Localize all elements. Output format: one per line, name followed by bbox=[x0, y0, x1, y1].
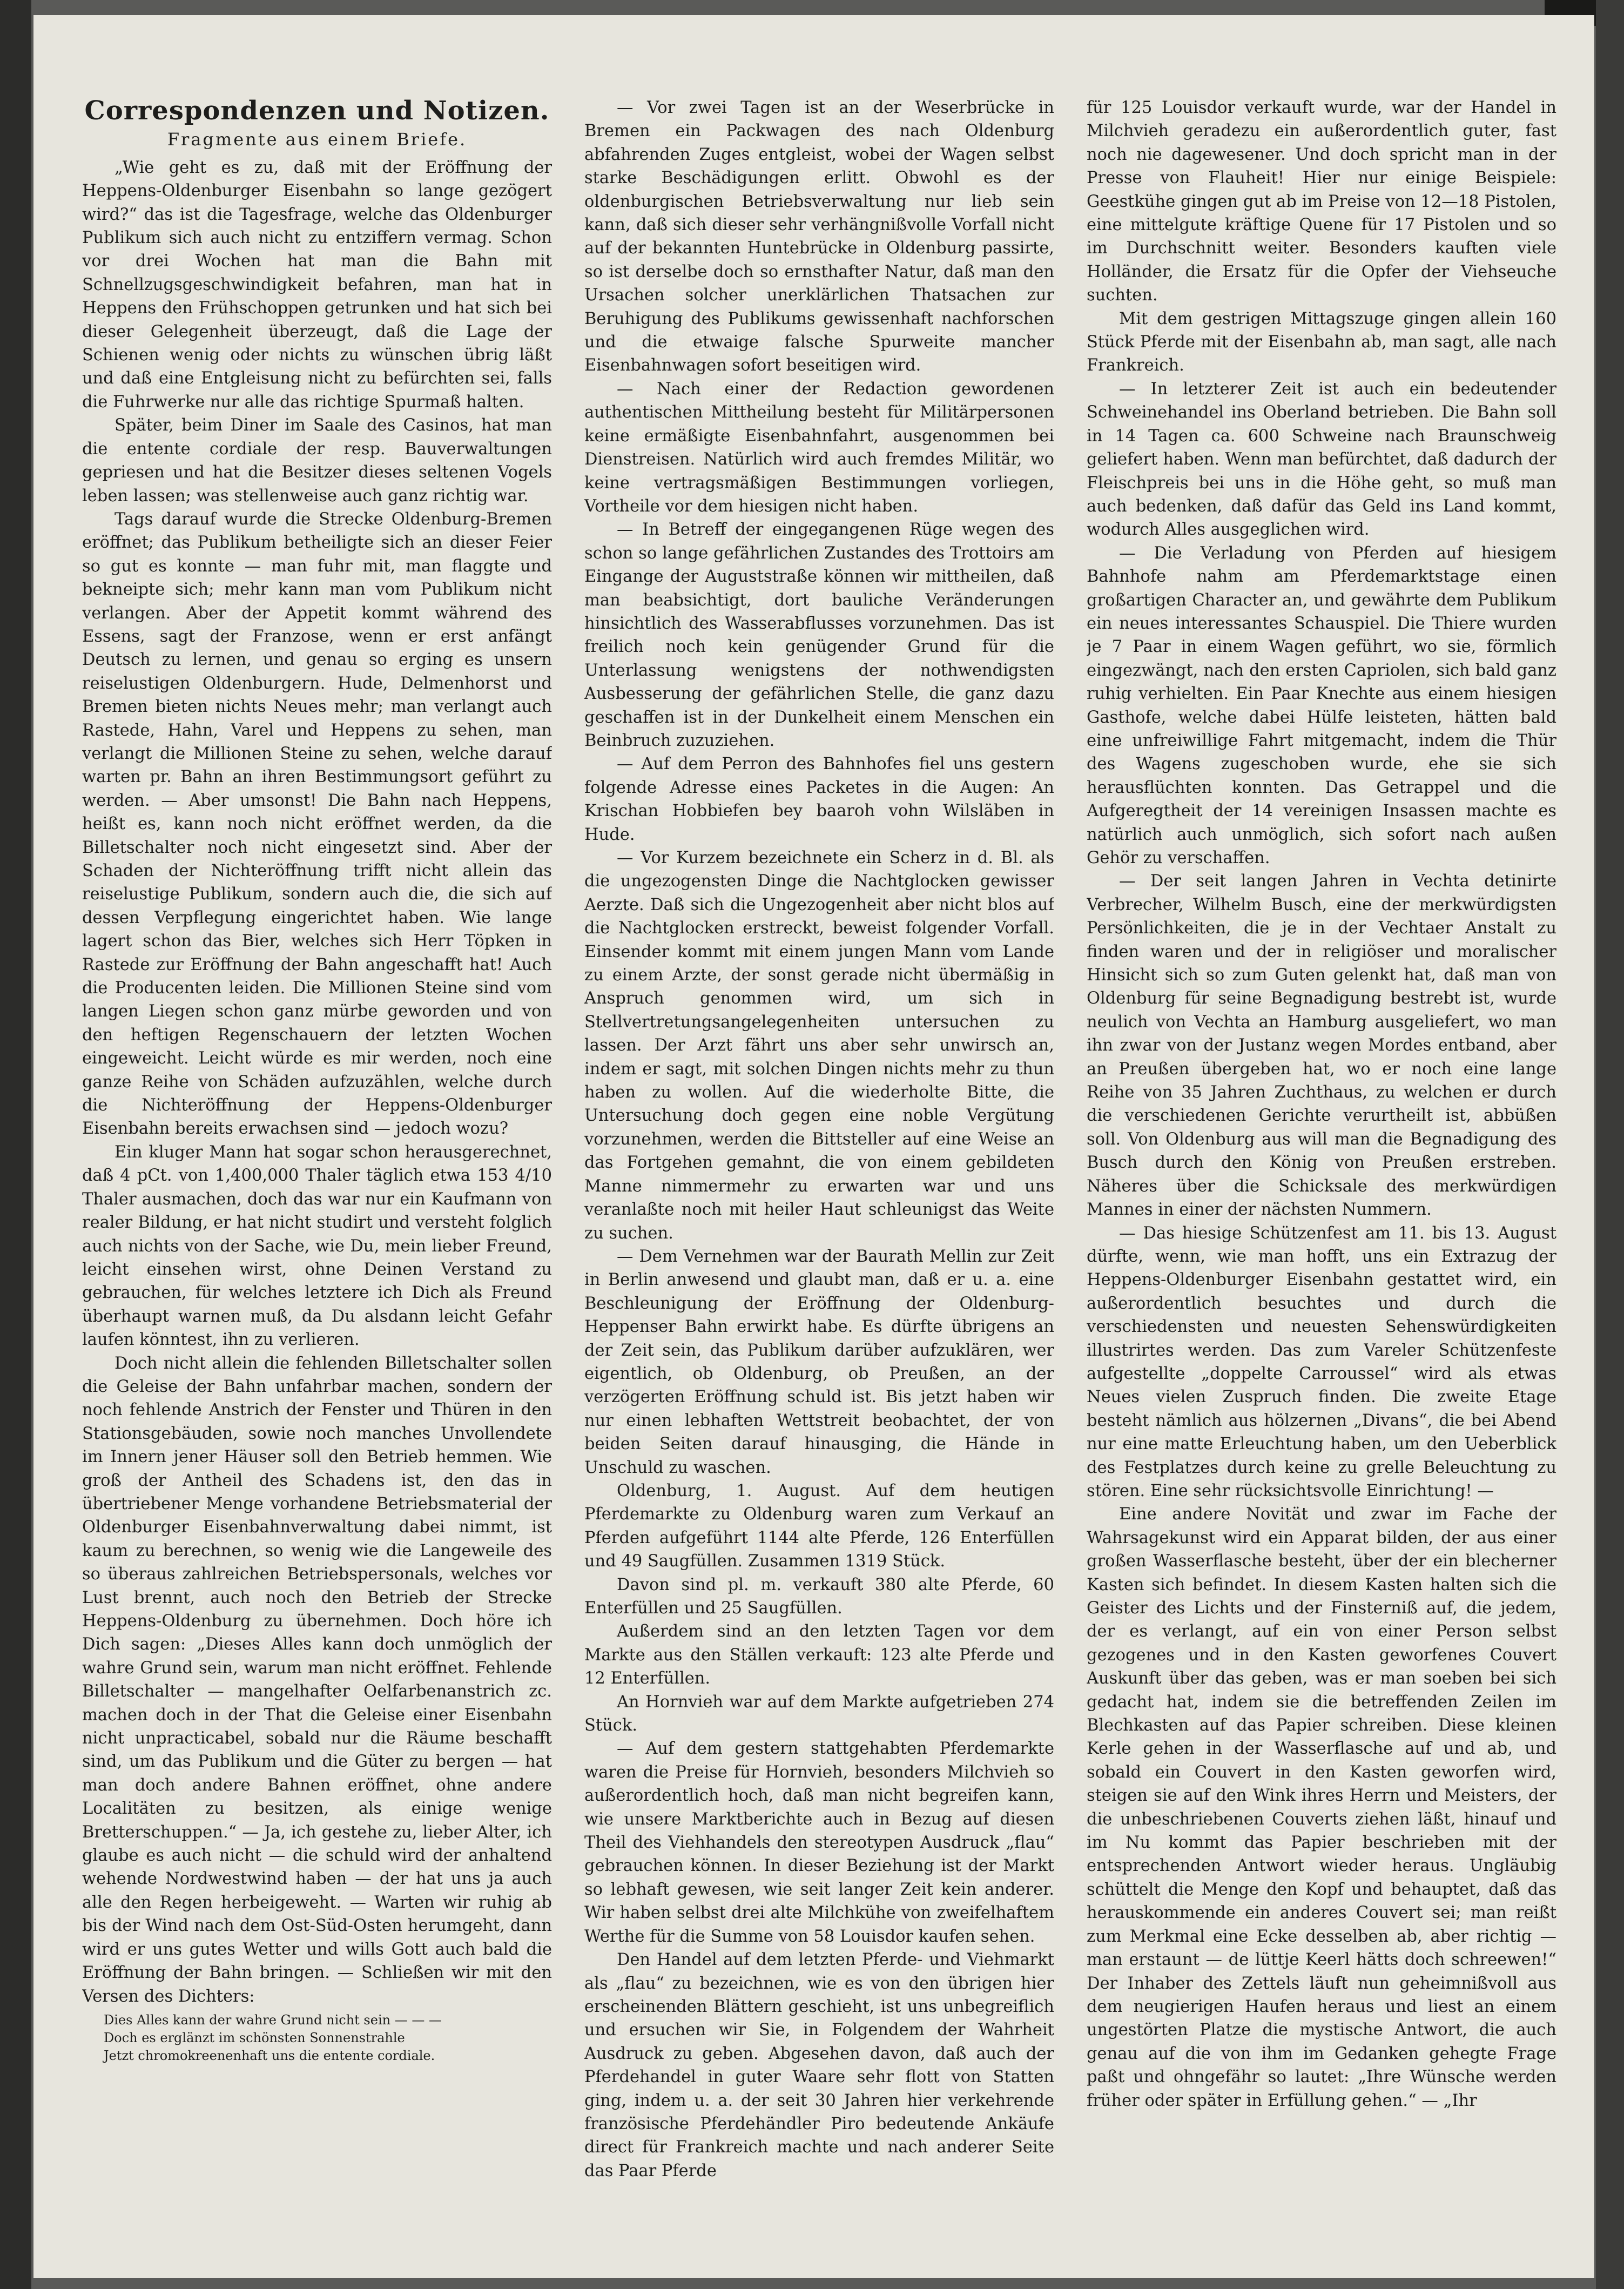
paragraph: — Auf dem gestern stattgehabten Pferdemarkte waren die Preise für Hornvieh, besonders Milchvieh so außerordentlich hoch, daß man nicht begreifen kann, wie unsere Marktberichte auch in Bezug auf diesen Theil des Viehhandels den stereotypen Ausdruck „flau“ gebrauchen können. In dieser Beziehung ist der Markt so lebhaft gewesen, wie seit langer Zeit kein anderer. Wir haben selbst drei alte Milchkühe von zweifelhaftem Werthe für die Summe von 58 Louisdor kaufen sehen. bbox=[584, 1739, 1054, 1946]
column-container bbox=[82, 96, 1556, 2246]
verse-line: Dies Alles kann der wahre Grund nicht sein — — — bbox=[104, 2012, 442, 2028]
paragraph: — Auf dem Perron des Bahnhofes fiel uns gestern folgende Adresse eines Packetes in die Augen: An Krischan Hobbiefen bey baaroh vohn Wilsläben in Hude. bbox=[584, 755, 1054, 844]
paragraph: Mit dem gestrigen Mittagszuge gingen allein 160 Stück Pferde mit der Eisenbahn ab, man sagt, alle nach Frankreich. bbox=[1087, 309, 1556, 375]
paragraph: Oldenburg, 1. August. Auf dem heutigen Pferdemarkte zu Oldenburg waren zum Verkauf an Pferden aufgeführt 1144 alte Pferde, 126 Enterfüllen und 49 Saugfüllen. Zusammen 1319 Stück. bbox=[584, 1481, 1054, 1571]
scan-left-edge bbox=[0, 0, 31, 2289]
paragraph: — Der seit langen Jahren in Vechta detinirte Verbrecher, Wilhelm Busch, eine der merkwürdigsten Persönlichkeiten, die je in der Vechtaer Anstalt zu finden waren und der in religiöser und moralischer Hinsicht sich so zum Guten gelenkt hat, daß man von Oldenburg für seine Begnadigung bestrebt ist, wurde neulich von Vechta an Hamburg ausgeliefert, wo man ihn zwar von der Justanz wegen Mordes entband, aber an Preußen übergeben hat, wo er noch eine lange Reihe von 35 Jahren Zuchthaus, zu welchen er durch die verschiedenen Gerichte verurtheilt ist, abbüßen soll. Von Oldenburg aus will man die Begnadigung des Busch durch den König von Preußen erstreben. Näheres über die Schicksale des merkwürdigen Mannes in einer der nächsten Nummern. bbox=[1087, 872, 1556, 1220]
paragraph: — Das hiesige Schützenfest am 11. bis 13. August dürfte, wenn, wie man hofft, uns ein Extrazug der Heppens-Oldenburger Eisenbahn gestattet wird, ein außerordentlich besuchtes und durch die verschiedensten und neuesten Sehenswürdigkeiten illustrirtes werden. Das zum Vareler Schützenfeste aufgestellte „doppelte Carroussel“ wird als etwas Neues vielen Zuspruch finden. Die zweite Etage besteht nämlich aus hölzernen „Divans“, die bei Abend nur eine matte Erleuchtung haben, um den Ueberblick des Festplatzes durch keine zu grelle Beleuchtung zu stören. Eine sehr rücksichtsvolle Einrichtung! — bbox=[1087, 1223, 1556, 1500]
verse-line: Doch es erglänzt im schönsten Sonnenstrahle bbox=[104, 2030, 405, 2045]
paragraph: An Hornvieh war auf dem Markte aufgetrieben 274 Stück. bbox=[584, 1692, 1054, 1735]
paragraph: — In Betreff der eingegangenen Rüge wegen des schon so lange gefährlichen Zustandes des Trottoirs am Eingange der Auguststraße können wir mittheilen, daß man beabsichtigt, dort bauliche Veränderungen hinsichtlich des Wasserabflusses vorzunehmen. Das ist freilich noch kein genügender Grund für die Unterlassung wenigstens der nothwendigsten Ausbesserung der gefährlichen Stelle, die ganz dazu geschaffen ist in der Dunkelheit einem Menschen ein Beinbruch zuzuziehen. bbox=[584, 520, 1054, 750]
section-subheading: Fragmente aus einem Briefe. bbox=[167, 129, 467, 150]
paragraph: Außerdem sind an den letzten Tagen vor dem Markte aus den Ställen verkauft: 123 alte Pferde und 12 Enterfüllen. bbox=[584, 1622, 1054, 1688]
paragraph: Tags darauf wurde die Strecke Oldenburg-Bremen eröffnet; das Publikum betheiligte sich an dieser Feier so gut es konnte — man fuhr mit, man flaggte und bekneipte sich; mehr kann man vom Publikum nicht verlangen. Aber der Appetit kommt während des Essens, sagt der Franzose, wenn er erst anfängt Deutsch zu lernen, und genau so erging es unsern reiselustigen Oldenburgern. Hude, Delmenhorst und Bremen bieten nichts Neues mehr; man verlangt auch Rastede, Hahn, Varel und Heppens zu sehen, man verlangt die Millionen Steine zu sehen, welche darauf warten pr. Bahn an ihren Bestimmungsort geführt zu werden. — Aber umsonst! Die Bahn nach Heppens, heißt es, kann noch nicht eröffnet werden, da die Billetschalter noch nicht eingesetzt sind. Aber der Schaden der Nichteröffnung trifft nicht allein das reiselustige Publikum, sondern auch die, die sich auf dessen Verpflegung eingerichtet haben. Wie lange lagert schon das Bier, welches sich Herr Töpken in Rastede zur Eröffnung der Bahn angeschafft hat! Auch die Producenten leiden. Die Millionen Steine sind vom langen Liegen schon ganz mürbe geworden und von den heftigen Regenschauern der letzten Wochen eingeweicht. Leicht würde es mir werden, noch eine ganze Reihe von Schäden aufzuzählen, welche durch die Nichteröffnung der Heppens-Oldenburger Eisenbahn bereits erwachsen sind — jedoch wozu? bbox=[82, 509, 552, 1139]
paragraph: Doch nicht allein die fehlenden Billetschalter sollen die Geleise der Bahn unfahrbar machen, sondern der noch fehlende Anstrich der Fenster und Thüren in den Stationsgebäuden, sowie noch manches Unvollendete im Innern jener Häuser soll den Betrieb hemmen. Wie groß der Antheil des Schadens ist, den das in übertriebener Menge vorhandene Betriebsmaterial der Oldenburger Eisenbahnverwaltung dabei nimmt, ist kaum zu berechnen, so wenig wie die Langeweile des so überaus zahlreichen Betriebspersonals, welches vor Lust brennt, auch noch den Betrieb der Strecke Heppens-Oldenburg zu übernehmen. Doch höre ich Dich sagen: „Dieses Alles kann doch unmöglich der wahre Grund sein, warum man nicht eröffnet. Fehlende Billetschalter — mangelhafter Oelfarbenanstrich zc. machen doch in der That die Geleise einer Eisenbahn nicht unpracticabel, sobald nur die Räume beschafft sind, um das Publikum und die Güter zu bergen — hat man doch andere Bahnen eröffnet, ohne andere Localitäten zu besitzen, als einige wenige Bretterschuppen.“ — Ja, ich gestehe zu, lieber Alter, ich glaube es auch nicht — die schuld wird der anhaltend wehende Nordwestwind haben — der hat uns ja auch alle den Regen herbeigeweht. — Warten wir ruhig ab bis der Wind nach dem Ost-Süd-Osten herumgeht, dann wird er uns gutes Wetter und wills Gott auch bald die Eröffnung der Bahn bringen. — Schließen wir mit den Versen des Dichters: bbox=[82, 1354, 552, 2006]
newspaper-page bbox=[33, 15, 1594, 2278]
paragraph: Den Handel auf dem letzten Pferde- und Viehmarkt als „flau“ zu bezeichnen, wie es von den übrigen hier erscheinenden Blättern geschieht, ist uns unbegreiflich und ersuchen wir Sie, in Folgendem der Wahrheit Ausdruck zu geben. Abgesehen davon, daß auch der Pferdehandel in guter Waare sehr flott von Statten ging, indem u. a. der seit 30 Jahren hier verkehrende französische Pferdehändler Piro bedeutende Ankäufe direct für Frankreich machte und nach anderer Seite das Paar Pferde bbox=[584, 1950, 1054, 2180]
paragraph: — Vor zwei Tagen ist an der Weserbrücke in Bremen ein Packwagen des nach Oldenburg abfahrenden Zuges entgleist, wobei der Wagen selbst starke Beschädigungen erlitt. Obwohl es der oldenburgischen Betriebsverwaltung nur lieb sein kann, daß sich dieser sehr verhängnißvolle Vorfall nicht auf der bekannten Huntebrücke in Oldenburg passirte, so ist derselbe doch so ernsthafter Natur, daß man den Ursachen solcher unerklärlichen Thatsachen zur Beruhigung des Publikums gewissenhaft nachforschen und die etwaige falsche Spurweite mancher Eisenbahnwagen sofort beseitigen wird. bbox=[584, 98, 1054, 375]
verse bbox=[104, 2011, 552, 2065]
scan-right-edge bbox=[1596, 0, 1624, 2289]
section-heading: Correspondenzen und Notizen. bbox=[84, 96, 550, 126]
paragraph: für 125 Louisdor verkauft wurde, war der Handel in Milchvieh geradezu ein außerordentlich guter, fast noch nie dagewesener. Und doch spricht man in der Presse von Flauheit! Hier nur einige Beispiele: Geestkühe gingen gut ab im Preise von 12—18 Pistolen, eine mittelgute kräftige Quene für 17 Pistolen und so im Durchschnitt weiter. Besonders kauften viele Holländer, die Ersatz für die Opfer der Viehseuche suchten. bbox=[1087, 98, 1556, 305]
paragraph: — Nach einer der Redaction gewordenen authentischen Mittheilung besteht für Militärpersonen keine ermäßigte Eisenbahnfahrt, ausgenommen bei Dienstreisen. Natürlich wird auch fremdes Militär, wo keine vertragsmäßigen Bestimmungen vorliegen, Vortheile vor dem hiesigen nicht haben. bbox=[584, 379, 1054, 516]
paragraph: — Vor Kurzem bezeichnete ein Scherz in d. Bl. als die ungezogensten Dinge die Nachtglocken gewisser Aerzte. Daß sich die Ungezogenheit aber nicht blos auf die Nachtglocken erstreckt, beweist folgender Vorfall. Einsender kommt mit einem jungen Mann vom Lande zu einem Arzte, der sonst gerade nicht übermäßig in Anspruch genommen wird, um sich in Stellvertretungsangelegenheiten untersuchen zu lassen. Der Arzt fährt uns aber sehr unwirsch an, indem er sagt, mit solchen Dingen nichts mehr zu thun haben zu wollen. Auf die wiederholte Bitte, die Untersuchung doch gegen eine noble Vergütung vorzunehmen, werden die Bittsteller auf eine Weise an das Fortgehen gemahnt, die von einem gebildeten Manne nimmermehr zu erwarten war und uns veranlaßte noch mit heiler Haut schleunigst das Weite zu suchen. bbox=[584, 849, 1054, 1243]
paragraph: — In letzterer Zeit ist auch ein bedeutender Schweinehandel ins Oberland betrieben. Die Bahn soll in 14 Tagen ca. 600 Schweine nach Braunschweig geliefert haben. Wenn man befürchtet, daß dadurch der Fleischpreis bei uns in die Höhe geht, so muß man auch bedenken, daß dafür das Geld ins Land kommt, wodurch Alles ausgeglichen wird. bbox=[1087, 379, 1556, 540]
column-2 bbox=[584, 96, 1054, 2246]
column-1 bbox=[82, 96, 552, 2246]
paragraph: „Wie geht es zu, daß mit der Eröffnung der Heppens-Oldenburger Eisenbahn so lange gezögert wird?“ das ist die Tagesfrage, welche das Oldenburger Publikum sich auch nicht zu entziffern vermag. Schon vor drei Wochen hat man die Bahn mit Schnellzugsgeschwindigkeit befahren, man hat in Heppens den Frühschoppen getrunken und hat sich bei dieser Gelegenheit überzeugt, daß die Lage der Schienen wenig oder nichts zu wünschen übrig läßt und daß eine Entgleisung nicht zu befürchten sei, falls die Fuhrwerke nur alle das richtige Spurmaß halten. bbox=[82, 158, 552, 412]
paragraph: — Die Verladung von Pferden auf hiesigem Bahnhofe nahm am Pferdemarktstage einen großartigen Character an, und gewährte dem Publikum ein neues interessantes Schauspiel. Die Thiere wurden je 7 Paar in einem Wagen geführt, wo sie, förmlich eingezwängt, nach den ersten Capriolen, sich bald ganz ruhig verhielten. Ein Paar Knechte aus einem hiesigen Gasthofe, welche dabei Hülfe leisteten, hätten bald eine unfreiwillige Fahrt mitgemacht, indem die Thür des Wagens zugeschoben wurde, ehe sie sich herausflüchten konnten. Das Getrappel und die Aufgeregtheit der 14 vereinigen Insassen machte es natürlich auch unmöglich, sich sofort nach außen Gehör zu verschaffen. bbox=[1087, 543, 1556, 867]
paragraph: — Dem Vernehmen war der Baurath Mellin zur Zeit in Berlin anwesend und glaubt man, daß er u. a. eine Beschleunigung der Eröffnung der Oldenburg-Heppenser Bahn erwirkt habe. Es dürfte übrigens an der Zeit sein, das Publikum darüber aufzuklären, wer eigentlich, ob Oldenburg, ob Preußen, an der verzögerten Eröffnung schuld ist. Bis jetzt haben wir nur einen lebhaften Wettstreit beobachtet, der von beiden Seiten darauf hinausging, die Hände in Unschuld zu waschen. bbox=[584, 1247, 1054, 1477]
paragraph: Später, beim Diner im Saale des Casinos, hat man die entente cordiale der resp. Bauverwaltungen gepriesen und hat die Besitzer dieses seltenen Vogels leben lassen; was stellenweise auch ganz richtig war. bbox=[82, 416, 552, 506]
verse-line: Jetzt chromokreenenhaft uns die entente cordiale. bbox=[104, 2048, 435, 2063]
paragraph: Davon sind pl. m. verkauft 380 alte Pferde, 60 Enterfüllen und 25 Saugfüllen. bbox=[584, 1575, 1054, 1618]
column-3 bbox=[1087, 96, 1556, 2246]
paragraph: Ein kluger Mann hat sogar schon herausgerechnet, daß 4 pCt. von 1,400,000 Thaler täglich etwa 153 4/10 Thaler ausmachen, doch das war nur ein Kaufmann von realer Bildung, er hat nicht studirt und versteht folglich auch nichts von der Sache, wie Du, mein lieber Freund, leicht einsehen wirst, ohne Deinen Verstand zu gebrauchen, für welches letztere ich Dich als Freund überhaupt warnen muß, da Du alsdann leicht Gefahr laufen könntest, ihn zu verlieren. bbox=[82, 1142, 552, 1350]
paragraph: Eine andere Novität und zwar im Fache der Wahrsagekunst wird ein Apparat bilden, der aus einer großen Wasserflasche besteht, über der ein blecherner Kasten sich befindet. In diesem Kasten halten sich die Geister des Lichts und der Finsterniß auf, die jedem, der es verlangt, auf ein von einer Person selbst gezogenes und in den Kasten geworfenes Couvert Auskunft über das geben, was er man soeben bei sich gedacht hat, indem sie die betreffenden Zeilen im Blechkasten auf das Papier schreiben. Diese kleinen Kerle gehen in der Wasserflasche auf und ab, und sobald ein Couvert in den Kasten geworfen wird, steigen sie auf den Wink ihres Herrn und Meisters, der die unbeschriebenen Couverts ziehen läßt, hinauf und im Nu kommt das Papier beschrieben mit der entsprechenden Antwort wieder heraus. Ungläubig schüttelt die Menge den Kopf und behauptet, daß das herauskommende ein anderes Couvert sei; man reißt zum Merkmal eine Ecke desselben ab, aber richtig — man erstaunt — de lüttje Keerl hätts doch schreewen!“ Der Inhaber des Zettels läuft nun geheimnißvoll aus dem neugierigen Haufen heraus und liest an einem ungestörten Platze die mystische Antwort, die auch genau auf die von ihm im Gedanken gehegte Frage paßt und ohngefähr so lautet: „Ihre Wünsche werden früher oder später in Erfüllung gehen.“ — „Ihr bbox=[1087, 1505, 1556, 2110]
